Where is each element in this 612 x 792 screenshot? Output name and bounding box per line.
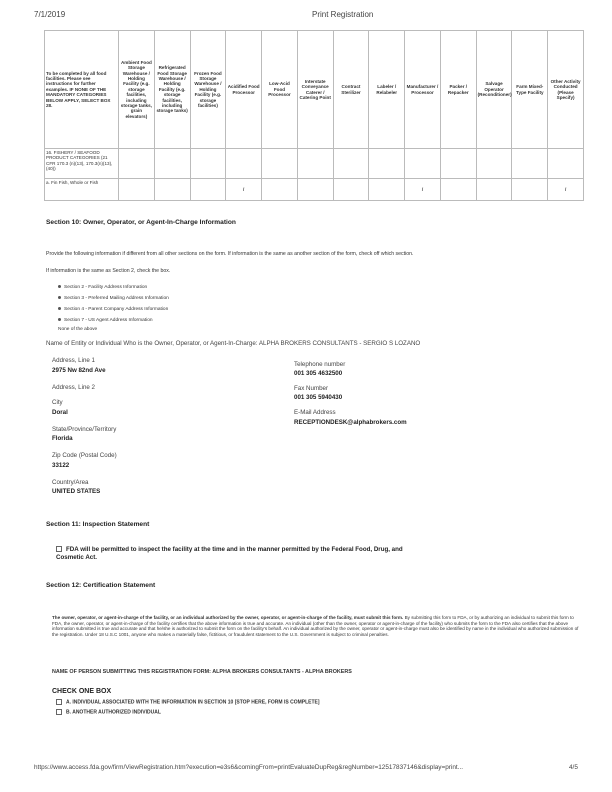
city-label: City bbox=[52, 399, 63, 406]
check-mark: / bbox=[548, 179, 584, 201]
column-header: Manufacturer / Processor bbox=[405, 31, 441, 149]
owner-name-line: Name of Entity or Individual Who is the Owner, Operator, or Agent-In-Charge: ALPHA BROKERS CONSULTANTS - SERGIO S LOZANO bbox=[46, 340, 421, 347]
fax-label: Fax Number bbox=[294, 385, 329, 392]
option-section-7[interactable]: Section 7 - US Agent Address Information bbox=[58, 318, 153, 323]
check-mark: / bbox=[226, 179, 262, 201]
column-header: Interstate Conveyance Caterer / Catering Point bbox=[297, 31, 333, 149]
section-10-title: Section 10: Owner, Operator, or Agent-In-Charge Information bbox=[46, 219, 236, 226]
email-value: RECEPTIONDESK@alphabrokers.com bbox=[294, 419, 407, 426]
fax-value: 001 305 5940430 bbox=[294, 394, 343, 401]
column-header: Packer / Repacker bbox=[440, 31, 476, 149]
row-label: a. Fin Fish, Whole or Fish bbox=[45, 179, 119, 201]
choice-b[interactable]: B. ANOTHER AUTHORIZED INDIVIDUAL bbox=[56, 709, 161, 715]
column-header: Salvage Operator (Reconditioner) bbox=[476, 31, 512, 149]
address-line1-value: 2975 Nw 82nd Ave bbox=[52, 367, 106, 374]
option-section-4[interactable]: Section 4 - Parent Company Address Information bbox=[58, 307, 168, 312]
row-label: 16. FISHERY / SEAFOOD PRODUCT CATEGORIES (21 CFR 170.3 (n)(13), 170.3(n)(13), (40)) bbox=[45, 149, 119, 179]
column-header: Refrigerated Food Storage Warehouse / Holding Facility (e.g. storage facilities, including storage tanks) bbox=[154, 31, 190, 149]
option-none[interactable]: None of the above bbox=[58, 327, 98, 332]
category-table bbox=[44, 30, 584, 201]
column-header: Acidified Food Processor bbox=[226, 31, 262, 149]
email-label: E-Mail Address bbox=[294, 409, 336, 416]
city-value: Doral bbox=[52, 409, 68, 416]
bullet-icon bbox=[58, 296, 61, 299]
zip-value: 33122 bbox=[52, 462, 70, 469]
choice-a[interactable]: A. INDIVIDUAL ASSOCIATED WITH THE INFORMATION IN SECTION 10 [STOP HERE, FORM IS COMPLETE] bbox=[56, 699, 320, 705]
section-12-title: Section 12: Certification Statement bbox=[46, 582, 156, 589]
column-header: Low-Acid Food Processor bbox=[262, 31, 298, 149]
telephone-value: 001 305 4632500 bbox=[294, 370, 343, 377]
option-section-3[interactable]: Section 3 - Preferred Mailing Address Information bbox=[58, 296, 169, 301]
radio-icon bbox=[56, 709, 62, 715]
column-header: Contract Sterilizer bbox=[333, 31, 369, 149]
state-label: State/Province/Territory bbox=[52, 426, 117, 433]
state-value: Florida bbox=[52, 435, 73, 442]
option-section-2[interactable]: Section 2 - Facility Address Information bbox=[58, 285, 147, 290]
page-title: Print Registration bbox=[312, 10, 374, 19]
check-one-box-title: CHECK ONE BOX bbox=[52, 688, 112, 695]
column-header: Labeler / Relabeler bbox=[369, 31, 405, 149]
certification-text: The owner, operator, or agent-in-charge of the facility, or an individual authorized by the owner, operator, or agent-in-charge of the facility, must submit this form. By submitting this form to FDA, or by authorizing an individual to submit this form to FDA, the owner, operator, or agent-in-charge of the facility certifies that the above information is true and accurate. An individual (other than the owner, operator or agent-in-charge of the facility) who submits the form to the FDA also certifies that the above information submitted is true and accurate and that he/she is authorized to submit the form on the facility's behalf. An individual authorized by the owner, operator or agent-in-charge must also be identified by name in the individual who authorized submission of the registration. Under 18 U.S.C 1001, anyone who makes a materially false, fictitious, or fraudulent statement to the U.S. Government is subject to criminal penalties. bbox=[52, 615, 579, 637]
table-header-row bbox=[45, 31, 584, 149]
column-header: Farm Mixed-Type Facility bbox=[512, 31, 548, 149]
section-10-intro: Provide the following information if different from all other sections on the form. If information is the same as another section of the form, check off which section. bbox=[46, 251, 414, 257]
table-row bbox=[45, 149, 584, 179]
country-value: UNITED STATES bbox=[52, 488, 101, 495]
bullet-icon bbox=[58, 318, 61, 321]
radio-icon bbox=[56, 699, 62, 705]
print-date: 7/1/2019 bbox=[34, 10, 66, 19]
address-line1-label: Address, Line 1 bbox=[52, 357, 95, 364]
table-corner-note: To be completed by all food facilities. Please see instructions for further examples. IF NONE OF THE MANDATORY CATEGORIES BELOW APPLY, SELECT BOX 28. bbox=[45, 31, 119, 149]
page-number: 4/5 bbox=[569, 764, 578, 771]
table-row bbox=[45, 179, 584, 201]
column-header: Ambient Food Storage Warehouse / Holding Facility (e.g. storage facilities, including storage tanks, grain elevators) bbox=[119, 31, 155, 149]
telephone-label: Telephone number bbox=[294, 361, 346, 368]
inspection-statement: FDA will be permitted to inspect the facility at the time and in the manner permitted by the Federal Food, Drug, and Cosmetic Act. bbox=[56, 546, 403, 561]
checked-checkbox-icon[interactable] bbox=[56, 546, 62, 552]
section-10-same-as: If information is the same as Section 2, check the box. bbox=[46, 268, 171, 274]
column-header: Other Activity Conducted (Please Specify) bbox=[548, 31, 584, 149]
zip-label: Zip Code (Postal Code) bbox=[52, 452, 117, 459]
bullet-icon bbox=[58, 307, 61, 310]
footer-url[interactable]: https://www.access.fda.gov/firm/ViewRegistration.htm?execution=e3s6&comingFrom=printEvaluateDupReg&regNumber=12517837146&display=print... bbox=[34, 764, 463, 771]
address-line2-label: Address, Line 2 bbox=[52, 384, 95, 391]
check-mark: / bbox=[405, 179, 441, 201]
column-header: Frozen Food Storage Warehouse / Holding Facility (e.g. storage facilities) bbox=[190, 31, 226, 149]
submitter-name: NAME OF PERSON SUBMITTING THIS REGISTRATION FORM: ALPHA BROKERS CONSULTANTS - ALPHA BROKERS bbox=[52, 669, 352, 675]
country-label: Country/Area bbox=[52, 479, 89, 486]
section-11-title: Section 11: Inspection Statement bbox=[46, 521, 150, 528]
bullet-icon bbox=[58, 285, 61, 288]
